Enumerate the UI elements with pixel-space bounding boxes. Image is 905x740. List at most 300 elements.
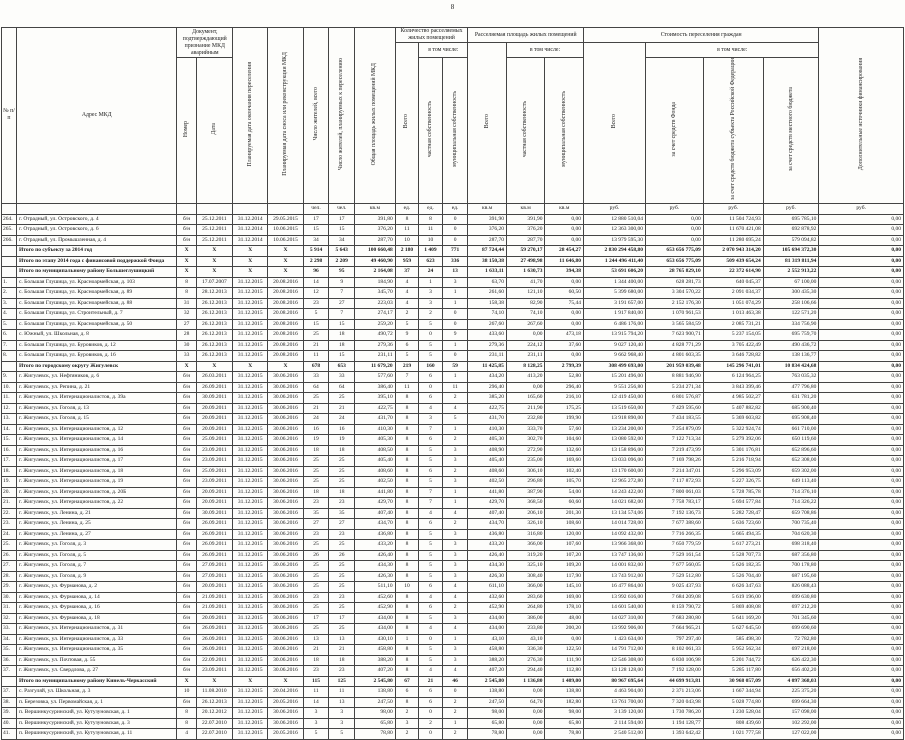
table-row (2, 697, 904, 708)
unit-cell (196, 203, 232, 214)
table-cell: 26.09.2011 (196, 550, 232, 561)
table-cell: 0,00 (819, 561, 904, 572)
table-cell: 219 (395, 361, 419, 372)
table-cell: 6 124 964,25 (703, 372, 763, 383)
table-cell: 7 716 266,35 (646, 529, 704, 540)
table-cell: 87 724,44 (468, 246, 507, 257)
table-cell: 26.09.2011 (196, 529, 232, 540)
table-cell: 473,18 (545, 330, 584, 341)
table-cell: 175,25 (545, 403, 584, 414)
table-cell: 0,00 (819, 519, 904, 530)
header-residents: Число жителей, всего (303, 28, 329, 204)
table-cell: 24 (329, 414, 355, 425)
table-cell: 8. (2, 351, 17, 362)
table-cell: 0,00 (819, 592, 904, 603)
table-cell: 20.08.2016 (268, 319, 303, 330)
table-cell: 26.12.2013 (196, 319, 232, 330)
table-cell: 20.08.2016 (268, 277, 303, 288)
table-cell: б/н (177, 403, 196, 414)
table-cell: 22 372 614,90 (703, 267, 763, 278)
table-cell: 9 025 437,93 (646, 582, 704, 593)
table-cell: 18 (329, 445, 355, 456)
table-cell: 49 460,90 (355, 256, 396, 267)
table-cell: 0 (419, 330, 443, 341)
table-cell: с. Разгуляй, ул. Школьная, д. 3 (16, 687, 176, 698)
table-cell: 14 (303, 277, 329, 288)
table-cell: 10 (395, 582, 419, 593)
table-cell: X (268, 246, 303, 257)
header-doc-number: Номер (177, 58, 196, 204)
table-cell: 452,90 (355, 603, 396, 614)
table-cell: 336,30 (506, 645, 545, 656)
table-cell: 2 552 913,22 (763, 267, 819, 278)
table-cell: 38 150,38 (468, 256, 507, 267)
table-cell: 20.04.2016 (268, 687, 303, 698)
table-cell: 35 (329, 508, 355, 519)
table-cell: г. Жигулевск, ул. Интернационалистов, д. 17 (16, 456, 176, 467)
table-cell: 7 (395, 372, 419, 383)
table-cell: 6 830 106,98 (646, 655, 704, 666)
table-cell: 23 (303, 529, 329, 540)
table-cell: 1 917 840,00 (583, 309, 645, 320)
table-cell: 441,80 (468, 487, 507, 498)
table-cell: 60,50 (545, 288, 584, 299)
table-cell: 0,00 (819, 624, 904, 635)
table-cell: 25 (329, 603, 355, 614)
table-row (2, 477, 904, 488)
table-cell: б/н (177, 372, 196, 383)
table-cell: 7 117 872,93 (646, 477, 704, 488)
table-cell: 1 409,00 (545, 676, 584, 687)
table-cell: 0,00 (819, 697, 904, 708)
table-cell: 2 (442, 603, 468, 614)
table-row (2, 666, 904, 677)
table-cell: 5 (419, 477, 443, 488)
table-cell: с. Большая Глушица, ул. Красноармейская, д. 50 (16, 319, 176, 330)
table-cell: 452,90 (468, 603, 507, 614)
table-cell: 653 656 775,09 (646, 256, 704, 267)
table-cell: 21 (303, 645, 329, 656)
table-cell: 0,00 (819, 298, 904, 309)
table-cell: 11 280 695,24 (703, 235, 763, 246)
table-cell: 316,80 (506, 529, 545, 540)
table-cell: 6 (419, 466, 443, 477)
table-cell: 7 (419, 498, 443, 509)
table-cell: X (196, 676, 232, 687)
table-cell: 31.12.2015 (233, 487, 268, 498)
table-cell: 5 914 (303, 246, 329, 257)
table-cell: 3 (442, 277, 468, 288)
table-cell: 10.06.2015 (268, 235, 303, 246)
table-cell: 7 192 136,73 (646, 508, 704, 519)
table-cell: 13 761 700,00 (583, 697, 645, 708)
table-cell: 695 908,40 (763, 414, 819, 425)
table-cell: 117,90 (545, 571, 584, 582)
table-cell: 422,75 (355, 403, 396, 414)
table-cell: 687 356,80 (763, 550, 819, 561)
table-cell: 60,60 (545, 498, 584, 509)
table-cell: 5 (419, 319, 443, 330)
table-cell: 5 296 953,09 (703, 466, 763, 477)
table-cell: 7 529 512,80 (646, 571, 704, 582)
table-cell: 5 626 182,35 (703, 561, 763, 572)
table-cell: 31.12.2014 (233, 235, 268, 246)
table-cell: г. Жигулевск, ул. Ленина, д. 25 (16, 519, 176, 530)
table-cell: 20.08.2016 (268, 309, 303, 320)
table-cell: 5 526 704,40 (703, 571, 763, 582)
unit-cell: ед. (395, 203, 419, 214)
table-cell: 1 (442, 424, 468, 435)
table-cell: 10 (395, 235, 419, 246)
table-cell: 16 477 864,00 (583, 582, 645, 593)
table-cell: 8 (395, 519, 419, 530)
table-cell: 26 (329, 550, 355, 561)
table-cell: X (233, 256, 268, 267)
table-cell: 3 705 422,49 (703, 340, 763, 351)
table-cell: 704 620,30 (763, 529, 819, 540)
table-cell: б/н (177, 414, 196, 425)
table-cell: 59 270,17 (506, 246, 545, 257)
table-cell: 20.08.2016 (268, 298, 303, 309)
table-cell: 4 (419, 592, 443, 603)
table-cell: 0,00 (545, 235, 584, 246)
table-cell: 20.09.2011 (196, 613, 232, 624)
table-cell: 695 785,10 (763, 214, 819, 225)
table-cell: г. Отрадный, ул. Островского, д. 4 (16, 214, 176, 225)
table-row (2, 603, 904, 614)
table-cell: 2 830 294 458,80 (583, 246, 645, 257)
table-cell: 0,00 (819, 309, 904, 320)
table-cell: 16 (329, 424, 355, 435)
table-cell: 1 136,80 (506, 676, 545, 687)
table-cell: 31.12.2015 (233, 603, 268, 614)
table-cell: 157 098,00 (763, 708, 819, 719)
table-cell: 9 (442, 330, 468, 341)
table-row (2, 519, 904, 530)
table-cell: 287,70 (355, 235, 396, 246)
table-cell: 25 (303, 456, 329, 467)
table-cell: 20.08.2016 (268, 330, 303, 341)
table-cell: 8 (395, 445, 419, 456)
table-cell: г. Жигулевск, ул. Интернационалистов, д. 22 (16, 498, 176, 509)
table-cell: 0,00 (819, 540, 904, 551)
table-cell: 7 169 798,26 (646, 456, 704, 467)
table-cell: 7 677 560,05 (646, 561, 704, 572)
table-cell: 4 985 502,27 (703, 393, 763, 404)
table-cell: 102,40 (545, 466, 584, 477)
table-cell: 8 (395, 624, 419, 635)
table-cell: 1 630,73 (506, 267, 545, 278)
table-cell: 11 504 724,93 (703, 214, 763, 225)
table-cell: 422,75 (468, 403, 507, 414)
table-cell: 5 528 707,73 (703, 550, 763, 561)
table-cell: 959 (395, 256, 419, 267)
table-cell: 13 (329, 634, 355, 645)
table-cell: 5 399 680,00 (583, 288, 645, 299)
table-cell: 20. (2, 487, 17, 498)
table-cell: 6 (419, 372, 443, 383)
table-cell: 15 (303, 319, 329, 330)
table-cell: 7 (329, 288, 355, 299)
table-cell: 231,11 (506, 351, 545, 362)
table-cell: 6 (419, 393, 443, 404)
table-cell: Итого по городскому округу Жигулевск (16, 361, 176, 372)
table-cell: 434,20 (468, 372, 507, 383)
table-cell: б/н (177, 466, 196, 477)
table-cell: 3 (395, 718, 419, 729)
table-cell: 11 646,80 (545, 256, 584, 267)
table-cell: 0,00 (819, 361, 904, 372)
table-cell: 1 423 634,00 (583, 634, 645, 645)
table-cell: 3 (442, 477, 468, 488)
table-cell: 1 (442, 340, 468, 351)
table-cell: б/н (177, 225, 196, 236)
table-row (2, 235, 904, 246)
table-cell: 247,50 (468, 697, 507, 708)
table-cell: 678 (303, 361, 329, 372)
table-cell: 26.09.2011 (196, 634, 232, 645)
table-cell: 13 918 890,00 (583, 414, 645, 425)
table-cell: 429,70 (355, 498, 396, 509)
table-cell: 2 180 (395, 246, 419, 257)
table-cell: 3 (303, 708, 329, 719)
table-cell: X (268, 256, 303, 267)
table-cell: 13 743 912,00 (583, 571, 645, 582)
table-cell: 23.09.2011 (196, 445, 232, 456)
table-cell: г. Жигулевск, ул. Фурманова, д. 14 (16, 592, 176, 603)
table-cell: 31.12.2015 (233, 414, 268, 425)
table-cell: 26.09.2011 (196, 624, 232, 635)
table-cell: 0,00 (646, 214, 704, 225)
table-cell: 7 664 965,21 (646, 624, 704, 635)
table-cell: 7 (419, 424, 443, 435)
table-cell: 9. (2, 372, 17, 383)
table-cell: 611,10 (468, 582, 507, 593)
table-cell: 7 122 713,34 (646, 435, 704, 446)
table-cell: 63,70 (468, 277, 507, 288)
table-cell: 5 (303, 729, 329, 740)
table-cell: 26.09.2011 (196, 519, 232, 530)
table-cell: 31.12.2015 (233, 708, 268, 719)
table-cell: 19. (2, 477, 17, 488)
table-cell: 17 (303, 613, 329, 624)
table-cell: 11 (329, 687, 355, 698)
table-cell: б/н (177, 214, 196, 225)
table-row (2, 309, 904, 320)
table-cell: 14. (2, 424, 17, 435)
table-cell: 698 318,40 (763, 540, 819, 551)
table-cell: 30.06.2016 (268, 393, 303, 404)
table-cell: 13 915 794,20 (583, 330, 645, 341)
page-number: 8 (450, 3, 455, 11)
table-row (2, 351, 904, 362)
table-row (2, 382, 904, 393)
table-cell: 18 (329, 655, 355, 666)
table-cell: 434,30 (355, 561, 396, 572)
table-cell: 1 013 463,38 (703, 309, 763, 320)
table-row (2, 687, 904, 698)
table-cell: 3 304 570,22 (646, 288, 704, 299)
table-cell: 5 279 392,06 (703, 435, 763, 446)
table-cell: 0,00 (545, 309, 584, 320)
table-cell: б/н (177, 550, 196, 561)
table-row (2, 718, 904, 729)
table-row (2, 498, 904, 509)
table-cell: 108,60 (545, 519, 584, 530)
table-cell: 32 (177, 309, 196, 320)
table-cell: 2 (442, 393, 468, 404)
table-cell: 283,60 (506, 592, 545, 603)
table-cell: 387,90 (506, 487, 545, 498)
table-cell: 31.12.2015 (233, 393, 268, 404)
table-row (2, 330, 904, 341)
table-cell: 5 (419, 529, 443, 540)
table-cell: 0,00 (819, 645, 904, 656)
table-cell: 434,70 (355, 519, 396, 530)
table-cell: 7 683 280,80 (646, 613, 704, 624)
table-cell: 30.06.2016 (268, 624, 303, 635)
table-cell: 5 641 169,20 (703, 613, 763, 624)
table-cell: 3 (442, 613, 468, 624)
table-cell: 4 (442, 666, 468, 677)
table-cell: 27. (2, 561, 17, 572)
table-cell: 23.09.2011 (196, 456, 232, 467)
table-cell: 0,00 (819, 393, 904, 404)
table-cell: 13 519 650,00 (583, 403, 645, 414)
table-cell: 31.12.2015 (233, 445, 268, 456)
table-cell: 23. (2, 519, 17, 530)
table-cell: 31.12.2015 (233, 645, 268, 656)
table-cell: 2 (442, 435, 468, 446)
table-cell: 8 (395, 603, 419, 614)
table-cell: 0,00 (819, 571, 904, 582)
table-cell: 434,30 (468, 561, 507, 572)
header-cost-total: Всего (583, 43, 645, 204)
table-cell: с. Большая Глушица, ул. Красноармейская, д. 89 (16, 288, 176, 299)
table-cell: 18 (329, 487, 355, 498)
table-cell: 333,70 (506, 424, 545, 435)
table-cell: б/н (177, 382, 196, 393)
table-cell: 10 (177, 687, 196, 698)
table-cell: 0,00 (819, 666, 904, 677)
table-cell: 808 439,60 (703, 718, 763, 729)
unit-cell (233, 203, 268, 214)
table-row (2, 445, 904, 456)
table-cell: 31.12.2015 (233, 613, 268, 624)
table-cell: 0,00 (819, 288, 904, 299)
table-cell: 697 218,00 (763, 645, 819, 656)
table-cell: 33. (2, 624, 17, 635)
table-cell: 16 (303, 424, 329, 435)
table-cell: г. Жигулевск, ул. Интернационалистов, д. 33 (16, 634, 176, 645)
table-cell: 5 627 645,50 (703, 624, 763, 635)
table-cell: 413,20 (506, 372, 545, 383)
table-cell: 5 (419, 456, 443, 467)
table-cell: 388,20 (468, 655, 507, 666)
table-cell: 4 (442, 582, 468, 593)
table-cell: 434,00 (468, 613, 507, 624)
table-cell: 12. (2, 403, 17, 414)
table-cell: 5 (419, 571, 443, 582)
table-cell: 7 320 043,98 (646, 697, 704, 708)
table-cell: 31.12.2015 (233, 477, 268, 488)
table-cell: X (233, 246, 268, 257)
table-cell: 0,00 (819, 382, 904, 393)
table-cell: 5 636 723,60 (703, 519, 763, 530)
table-cell: 26.12.2013 (196, 351, 232, 362)
table-cell: 30.06.2016 (268, 477, 303, 488)
table-cell: 0,00 (819, 603, 904, 614)
table-cell: 30.06.2016 (268, 582, 303, 593)
table-cell: 509 439 654,24 (703, 256, 763, 267)
table-cell: 20.09.2011 (196, 403, 232, 414)
table-cell: 0,00 (819, 225, 904, 236)
table-cell: б/н (177, 393, 196, 404)
table-cell: 7 623 900,71 (646, 330, 704, 341)
table-cell: 490,72 (355, 330, 396, 341)
table-cell: 7 758 783,17 (646, 498, 704, 509)
table-cell: 436,80 (468, 529, 507, 540)
table-cell: 0,00 (819, 477, 904, 488)
header-count-total: Всего (395, 43, 419, 204)
table-cell: 31.12.2015 (233, 330, 268, 341)
table-cell: 11.08.2010 (196, 687, 232, 698)
table-cell: 37. (2, 666, 17, 677)
table-cell: 33 (177, 351, 196, 362)
table-cell: 25 (329, 624, 355, 635)
table-cell: г. Жигулевск, ул. Гоголя, д. 3 (16, 540, 176, 551)
table-cell: 0,00 (819, 676, 904, 687)
table-cell: 112,80 (545, 666, 584, 677)
table-total-row (2, 267, 904, 278)
table-cell: п. Вершинкусуринский, ул. Кутузуновская, д. 11 (16, 729, 176, 740)
table-cell: X (196, 361, 232, 372)
table-cell: 31.12.2015 (233, 382, 268, 393)
table-cell: 659 302,00 (763, 466, 819, 477)
unit-cell (2, 203, 17, 214)
table-cell: 5 285 117,80 (703, 666, 763, 677)
table-cell: г. Жигулевск, ул. Гоголя, д. 9 (16, 571, 176, 582)
table-cell: 31.12.2015 (233, 592, 268, 603)
table-cell: 105,70 (545, 477, 584, 488)
table-cell: 30.06.2016 (268, 571, 303, 582)
table-cell: г. Жигулевск, ул. Ленина, д. 21 (16, 508, 176, 519)
table-cell: 1 (442, 288, 468, 299)
table-cell: 31.12.2015 (233, 456, 268, 467)
table-cell: 334 756,90 (763, 319, 819, 330)
table-cell: 30.06.2016 (268, 550, 303, 561)
table-cell: 4 (442, 403, 468, 414)
table-row (2, 655, 904, 666)
table-cell: 5 (419, 645, 443, 656)
table-cell: 52,80 (545, 372, 584, 383)
table-cell: 12 965 272,80 (583, 477, 645, 488)
table-cell: 7. (2, 340, 17, 351)
table-row (2, 508, 904, 519)
table-cell: 46 (442, 676, 468, 687)
table-cell: 160 (419, 361, 443, 372)
table-cell: 5 (419, 351, 443, 362)
table-cell: п. Вершинкусуринский, ул. Кутузуновская, д. 1 (16, 708, 176, 719)
table-cell: 25 (329, 561, 355, 572)
resettlement-table (1, 27, 904, 740)
header-area-municipal: муниципальная собственность (545, 58, 584, 204)
table-cell: 17.07.2007 (196, 277, 232, 288)
table-cell: 31.12.2015 (233, 435, 268, 446)
table-cell: 0,00 (819, 508, 904, 519)
table-cell: 2. (2, 288, 17, 299)
table-cell: 8 102 061,33 (646, 645, 704, 656)
